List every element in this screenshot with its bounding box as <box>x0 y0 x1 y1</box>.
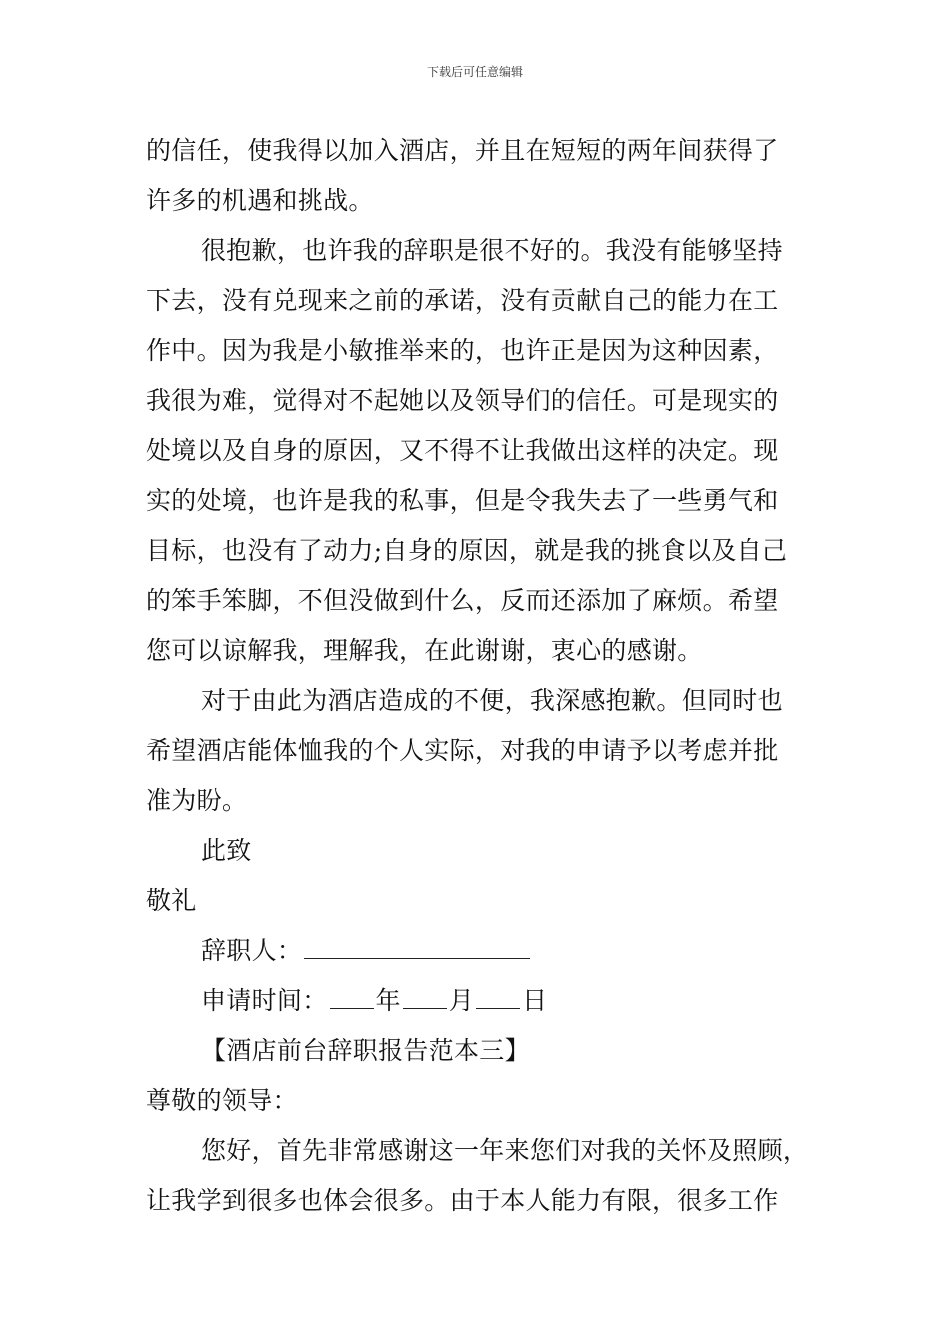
document-body <box>146 126 836 1226</box>
text-line: 的信任，使我得以加入酒店，并且在短短的两年间获得了 <box>146 136 779 165</box>
year-blank <box>330 988 374 1009</box>
resigner-row <box>146 926 836 976</box>
resigner-blank <box>304 938 530 959</box>
text-line: 实的处境，也许是我的私事，但是令我失去了一些勇气和 <box>146 486 779 515</box>
text-line: 很抱歉，也许我的辞职是很不好的。我没有能够坚持 <box>201 236 783 265</box>
text-line: 作中。因为我是小敏推举来的，也许正是因为这种因素， <box>146 336 779 365</box>
text-line: 的笨手笨脚，不但没做到什么，反而还添加了麻烦。希望 <box>146 586 779 615</box>
text-line: 您可以谅解我，理解我，在此谢谢，衷心的感谢。 <box>146 636 703 665</box>
text-line: 我很为难，觉得对不起她以及领导们的信任。可是现实的 <box>146 386 779 415</box>
date-label: 申请时间： <box>201 986 328 1015</box>
text-line: 下去，没有兑现来之前的承诺，没有贡献自己的能力在工 <box>146 286 779 315</box>
date-row <box>146 976 836 1026</box>
text-line: 您好，首先非常感谢这一年来您们对我的关怀及照顾， <box>201 1136 809 1165</box>
closing-cizhi: 此致 <box>201 836 252 865</box>
text-line: 许多的机遇和挑战。 <box>146 186 374 215</box>
text-line: 目标，也没有了动力;自身的原因，就是我的挑食以及自己 <box>146 536 788 565</box>
text-line: 处境以及自身的原因，又不得不让我做出这样的决定。现 <box>146 436 779 465</box>
closing-jingli: 敬礼 <box>146 886 197 915</box>
month-label: 月 <box>448 986 475 1015</box>
salutation: 尊敬的领导： <box>146 1086 298 1115</box>
month-blank <box>403 988 447 1009</box>
day-blank <box>476 988 520 1009</box>
day-label: 日 <box>522 986 548 1015</box>
section-title: 【酒店前台辞职报告范本三】 <box>201 1036 530 1065</box>
year-label: 年 <box>375 986 401 1015</box>
text-line: 准为盼。 <box>146 786 248 815</box>
text-line: 对于由此为酒店造成的不便，我深感抱歉。但同时也 <box>201 686 783 715</box>
page-header-note: 下载后可任意编辑 <box>426 65 523 79</box>
text-line: 希望酒店能体恤我的个人实际，对我的申请予以考虑并批 <box>146 736 779 765</box>
resigner-label: 辞职人： <box>201 936 303 965</box>
text-line: 让我学到很多也体会很多。由于本人能力有限，很多工作 <box>146 1186 779 1215</box>
